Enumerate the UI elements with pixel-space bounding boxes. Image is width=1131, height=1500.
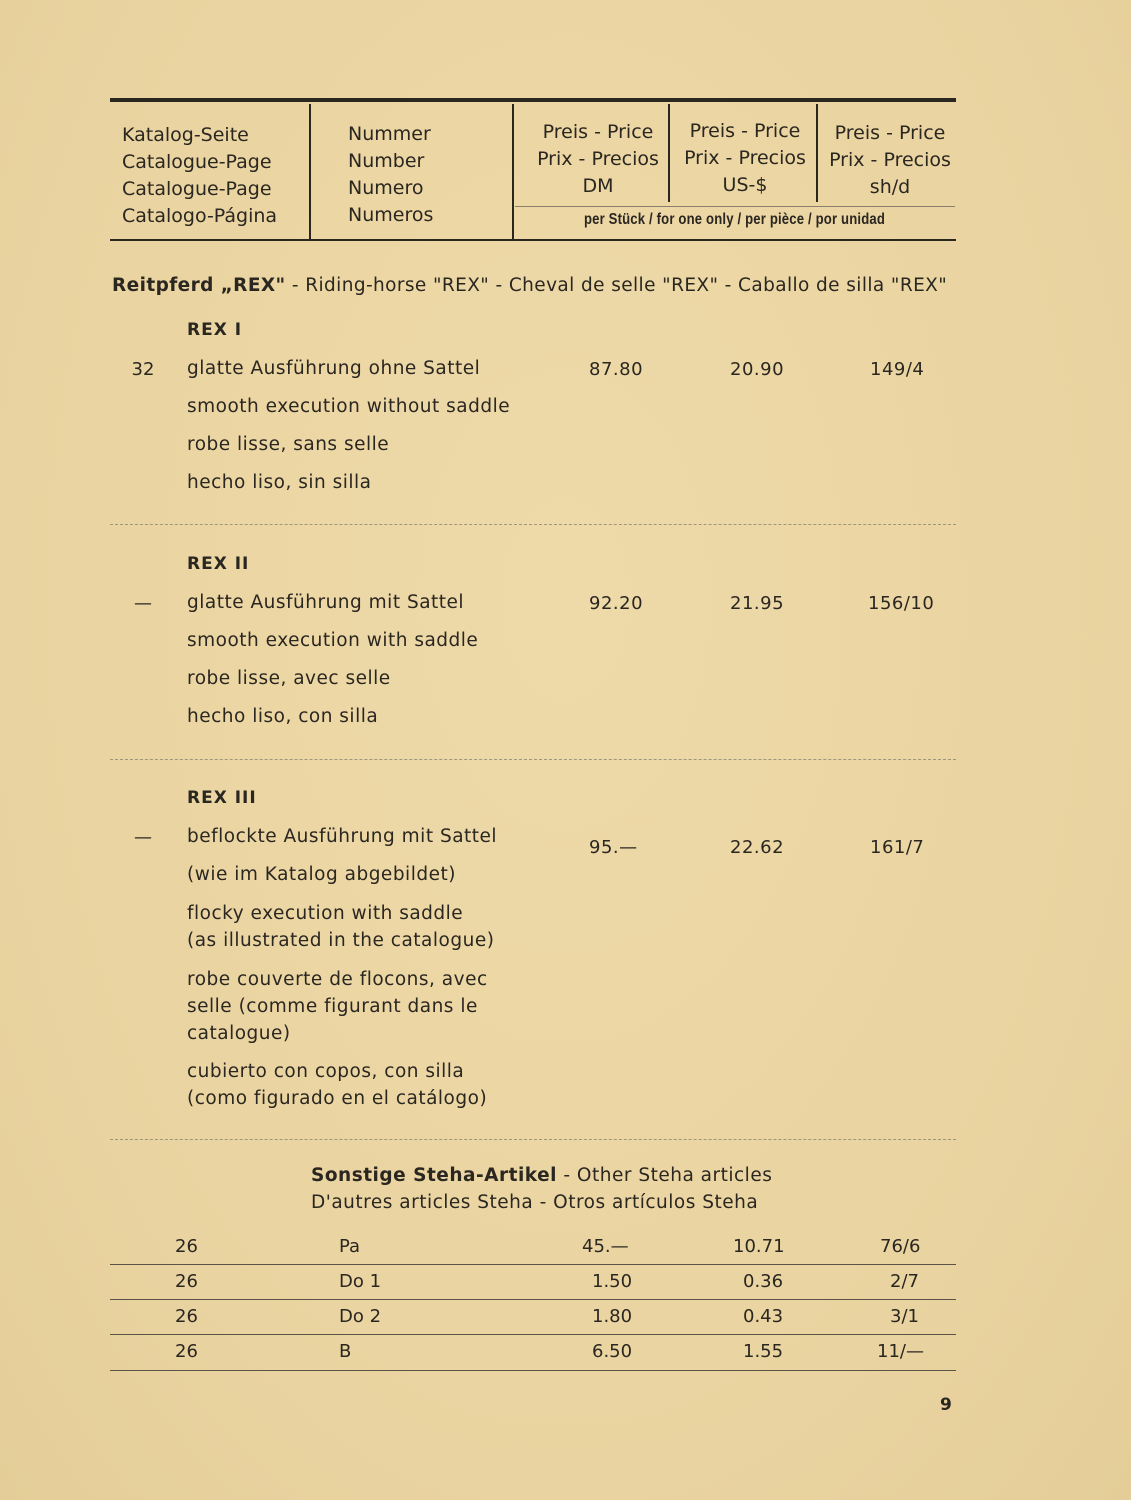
page-number: 9 (940, 1395, 952, 1415)
row-divider (110, 1370, 956, 1371)
section-title: Reitpferd „REX" - Riding-horse "REX" - Cheval de selle "REX" - Caballo de silla "REX" (112, 275, 948, 296)
item-description: glatte Ausführung ohne Sattel smooth execution without saddle robe lisse, sans selle hecho liso, sin silla (187, 358, 511, 493)
header-price-usd: Preis - Price Prix - Precios US-$ (684, 120, 806, 196)
item-description-fr: robe couverte de flocons, avec selle (comme figurant dans le catalogue) (187, 969, 488, 1044)
item-divider (110, 759, 956, 760)
header-number: Nummer Number Numero Numeros (348, 123, 434, 226)
catalogue-page-number: 32 (131, 359, 155, 380)
price-shd: 156/10 (868, 593, 935, 614)
table-row: 26 B 6.50 1.55 11/— (175, 1341, 924, 1362)
item-description: beflockte Ausführung mit Sattel (wie im Katalog abgebildet) (187, 826, 498, 885)
header-divider (512, 104, 514, 239)
item-description-es: cubierto con copos, con silla (como figurado en el catálogo) (187, 1061, 488, 1109)
catalogue-page-number: — (134, 593, 152, 614)
item-divider (110, 1139, 956, 1140)
header-top-rule (110, 98, 956, 102)
price-usd: 20.90 (730, 359, 785, 380)
price-shd: 161/7 (870, 837, 925, 858)
header-price-shd: Preis - Price Prix - Precios sh/d (829, 122, 951, 198)
model-name: REX III (187, 788, 257, 808)
model-name: REX II (187, 554, 250, 574)
price-dm: 95.— (589, 837, 638, 858)
header-bottom-rule (110, 239, 956, 241)
header-price-rule (515, 206, 955, 207)
header-per-unit: per Stück / for one only / per pièce / por unidad (583, 211, 886, 228)
table-row: 26 Do 2 1.80 0.43 3/1 (175, 1306, 919, 1327)
table-row: 26 Pa 45.— 10.71 76/6 (175, 1236, 921, 1257)
catalogue-page-number: — (134, 827, 152, 848)
price-dm: 92.20 (589, 593, 644, 614)
item-description-en: flocky execution with saddle (as illustrated in the catalogue) (187, 903, 495, 951)
header-price-dm: Preis - Price Prix - Precios DM (537, 121, 659, 197)
header-catalogue-page: Katalog-Seite Catalogue-Page Catalogue-Page Catalogo-Página (122, 124, 278, 227)
item-description: glatte Ausführung mit Sattel smooth execution with saddle robe lisse, avec selle hecho liso, con silla (187, 592, 479, 727)
table-row: 26 Do 1 1.50 0.36 2/7 (175, 1271, 919, 1292)
header-divider (309, 104, 311, 239)
price-dm: 87.80 (589, 359, 644, 380)
price-usd: 21.95 (730, 593, 785, 614)
item-divider (110, 524, 956, 525)
other-articles-title: Sonstige Steha-Artikel - Other Steha articles D'autres articles Steha - Otros artículos Steha (311, 1165, 773, 1213)
price-shd: 149/4 (870, 359, 925, 380)
price-usd: 22.62 (730, 837, 785, 858)
model-name: REX I (187, 320, 243, 340)
